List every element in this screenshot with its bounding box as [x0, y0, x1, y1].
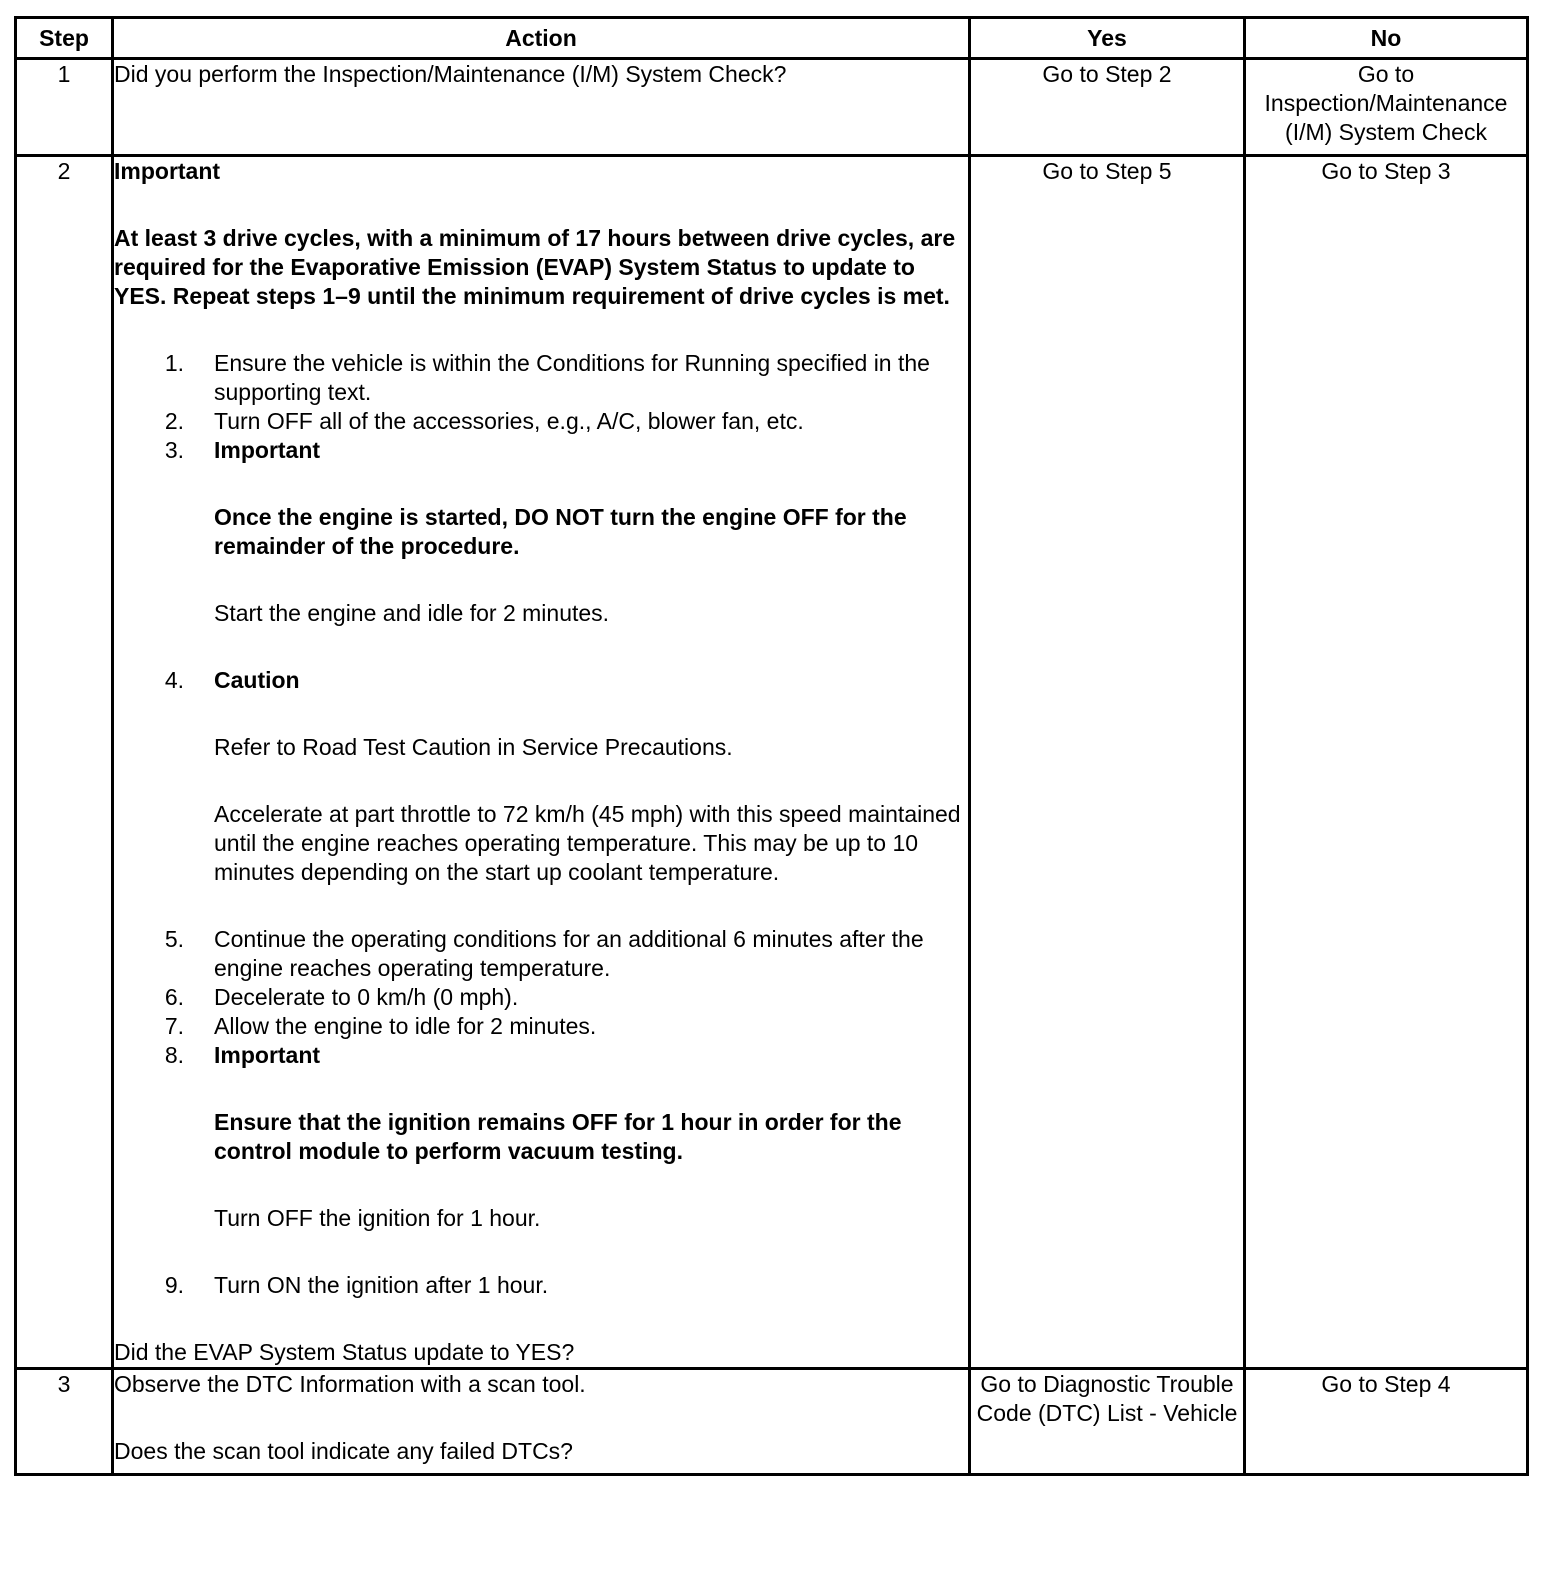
action-cell — [113, 1369, 970, 1475]
item-text: Turn OFF the ignition for 1 hour. — [214, 1205, 541, 1231]
header-yes: Yes — [970, 18, 1245, 59]
header-row — [16, 18, 1528, 59]
important-label: Important — [214, 1042, 321, 1068]
diagnostic-table — [14, 16, 1529, 1476]
important-label: Important — [214, 437, 321, 463]
action-question: Did you perform the Inspection/Maintenance (I/M) System Check? — [114, 61, 787, 87]
list-item — [114, 407, 968, 436]
important-label: Important — [114, 158, 221, 184]
item-number: 1. — [164, 350, 184, 376]
header-no: No — [1245, 18, 1528, 59]
procedure-list — [114, 349, 968, 1300]
important-note: Once the engine is started, DO NOT turn the engine OFF for the remainder of the procedure. — [214, 504, 907, 559]
step-number: 2 — [16, 156, 113, 1369]
header-step: Step — [16, 18, 113, 59]
action-instruction: Observe the DTC Information with a scan tool. — [114, 1371, 586, 1397]
no-cell: Go to Step 4 — [1245, 1369, 1528, 1475]
item-text: Allow the engine to idle for 2 minutes. — [214, 1013, 597, 1039]
item-number: 2. — [164, 408, 184, 434]
item-text: Continue the operating conditions for an additional 6 minutes after the engine reaches operating temperature. — [214, 926, 924, 981]
item-text: Turn ON the ignition after 1 hour. — [214, 1272, 549, 1298]
item-text: Start the engine and idle for 2 minutes. — [214, 600, 610, 626]
action-cell — [113, 156, 970, 1369]
table-row — [16, 1369, 1528, 1475]
item-number: 4. — [164, 667, 184, 693]
action-question: Does the scan tool indicate any failed DTCs? — [114, 1438, 573, 1464]
list-item — [114, 1012, 968, 1041]
item-number: 3. — [164, 437, 184, 463]
header-action: Action — [113, 18, 970, 59]
list-item — [114, 666, 968, 887]
no-cell: Go to Inspection/Maintenance (I/M) System Check — [1245, 59, 1528, 156]
table-row — [16, 59, 1528, 156]
caution-label: Caution — [214, 667, 300, 693]
important-note: At least 3 drive cycles, with a minimum of 17 hours between drive cycles, are required for the Evaporative Emission (EVAP) System Status to update to YES. Repeat steps 1–9 until the minimum requirement of drive cycles is met. — [114, 225, 956, 309]
list-item — [114, 436, 968, 628]
item-text: Accelerate at part throttle to 72 km/h (45 mph) with this speed maintained until the engine reaches operating temperature. This may be up to 10 minutes depending on the start up coolant temperature. — [214, 801, 961, 885]
item-number: 6. — [164, 984, 184, 1010]
item-text: Turn OFF all of the accessories, e.g., A/C, blower fan, etc. — [214, 408, 804, 434]
step-number: 1 — [16, 59, 113, 156]
important-note: Ensure that the ignition remains OFF for 1 hour in order for the control module to perform vacuum testing. — [214, 1109, 902, 1164]
list-item — [114, 1271, 968, 1300]
action-question: Did the EVAP System Status update to YES? — [114, 1339, 575, 1365]
caution-note: Refer to Road Test Caution in Service Precautions. — [214, 734, 733, 760]
yes-cell: Go to Step 2 — [970, 59, 1245, 156]
yes-cell: Go to Step 5 — [970, 156, 1245, 1369]
list-item — [114, 925, 968, 983]
list-item — [114, 983, 968, 1012]
item-text: Ensure the vehicle is within the Conditions for Running specified in the supporting text. — [214, 350, 930, 405]
item-number: 9. — [164, 1272, 184, 1298]
step-number: 3 — [16, 1369, 113, 1475]
item-text: Decelerate to 0 km/h (0 mph). — [214, 984, 519, 1010]
item-number: 5. — [164, 926, 184, 952]
action-cell — [113, 59, 970, 156]
item-number: 7. — [164, 1013, 184, 1039]
list-item — [114, 349, 968, 407]
list-item — [114, 1041, 968, 1233]
item-number: 8. — [164, 1042, 184, 1068]
table-row — [16, 156, 1528, 1369]
yes-cell: Go to Diagnostic Trouble Code (DTC) List - Vehicle — [970, 1369, 1245, 1475]
no-cell: Go to Step 3 — [1245, 156, 1528, 1369]
